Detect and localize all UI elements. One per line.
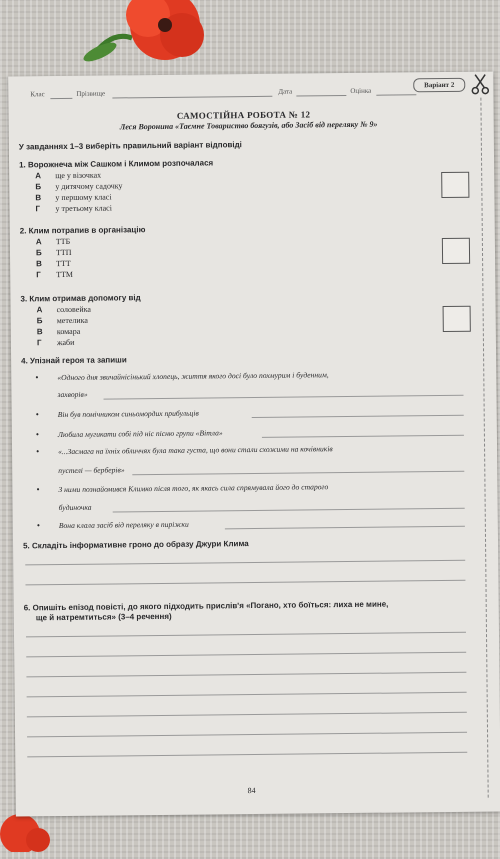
statement-5-line-2: будиночка: [58, 502, 92, 513]
answer-box-3[interactable]: [443, 306, 471, 332]
answer-line-q6-6[interactable]: [27, 732, 467, 738]
question-2: 2. Клим потрапив в організацію: [19, 225, 146, 236]
scissors-icon: [470, 74, 490, 96]
answer-line-5[interactable]: [113, 508, 465, 513]
answer-line-q5-2[interactable]: [25, 580, 465, 586]
option-2b: Б ТТП: [35, 247, 72, 258]
poppy-flower-decoration: [70, 0, 220, 75]
surname-field[interactable]: [112, 96, 272, 99]
statement-5-line-1: З ними познайомився Климко після того, як якась сила спрямувала його до старого: [58, 482, 329, 495]
page-title: САМОСТІЙНА РОБОТА № 12: [176, 109, 311, 121]
question-6-line-2: ще й натремтиться» (3–4 речення): [35, 611, 172, 623]
question-3: 3. Клим отримав допомогу від: [20, 293, 141, 304]
statement-3: Любила мугикати собі під ніс пісню групи «Вітла»: [57, 428, 223, 440]
option-1c: В у першому класі: [35, 192, 112, 203]
option-1d: Г у третьому класі: [35, 203, 112, 214]
bullet-icon: •: [35, 429, 40, 440]
date-label: Дата: [278, 87, 293, 96]
statement-4-line-1: «...Засмага на їхніх обличчях була така густа, що вони стали схожими на кочівників: [58, 444, 333, 457]
answer-box-2[interactable]: [442, 238, 470, 264]
option-3d: Г жаби: [36, 337, 75, 348]
statement-1-line-1: «Одного дня звичайнісінький хлопець, життя якого досі було похмурим і буденним,: [57, 370, 329, 383]
answer-line-q6-4[interactable]: [27, 692, 467, 698]
cut-line: [480, 98, 488, 798]
answer-line-3[interactable]: [262, 435, 464, 438]
bullet-icon: •: [35, 372, 39, 383]
bullet-icon: •: [36, 484, 40, 495]
header-fields: [30, 86, 470, 99]
question-1: 1. Ворожнеча між Сашком і Климом розпочалася: [19, 158, 214, 170]
answer-line-6[interactable]: [225, 526, 465, 530]
option-1b: Б у дитячому садочку: [35, 181, 123, 192]
answer-line-q5-1[interactable]: [25, 560, 465, 566]
page-subtitle: Леся Воронина «Таємне Товариство боягузів, або Засіб від переляку № 9»: [119, 119, 378, 132]
answer-line-q6-2[interactable]: [26, 652, 466, 658]
option-1a: А ще у візочках: [35, 170, 102, 181]
answer-box-1[interactable]: [441, 172, 469, 198]
option-2d: Г ТТМ: [36, 269, 74, 280]
answer-line-q6-5[interactable]: [27, 712, 467, 718]
option-2c: В ТТТ: [36, 258, 71, 269]
option-3c: В комара: [36, 326, 81, 337]
answer-line-q6-1[interactable]: [26, 632, 466, 638]
answer-line-4[interactable]: [132, 471, 464, 475]
bullet-icon: •: [36, 446, 40, 457]
page-number: 84: [247, 786, 256, 796]
option-3a: А соловейка: [36, 304, 91, 315]
surname-label: Прізвище: [76, 89, 106, 98]
poppy-flower-decoration-bottom: [0, 812, 60, 852]
grade-field[interactable]: [376, 94, 416, 95]
worksheet-page: [8, 71, 500, 816]
statement-2: Він був помічником синьомордих прибульців: [57, 408, 199, 420]
question-5: 5. Складіть інформативне гроно до образу Джури Клима: [23, 539, 249, 551]
bullet-icon: •: [36, 520, 41, 531]
question-6-line-1: 6. Опишіть епізод повісті, до якого підходить прислів'я «Погано, хто боїться: лиха не мине,: [23, 599, 389, 613]
answer-line-2[interactable]: [252, 415, 464, 418]
option-2a: А ТТБ: [35, 236, 71, 247]
variant-badge: Варіант 2: [413, 78, 465, 93]
answer-line-1[interactable]: [104, 395, 464, 400]
class-label: Клас: [30, 90, 45, 99]
question-4: 4. Упізнай героя та запиши: [21, 355, 127, 366]
option-3b: Б метелика: [36, 315, 88, 326]
bullet-icon: •: [35, 409, 39, 420]
statement-4-line-2: пустелі — берберів»: [58, 465, 125, 476]
statement-1-line-2: захворів»: [57, 389, 88, 400]
instructions: У завданнях 1–3 виберіть правильний варіант відповіді: [18, 140, 242, 152]
statement-6: Вона клала засіб від переляку в пиріжки: [58, 519, 189, 531]
answer-line-q6-7[interactable]: [27, 752, 467, 758]
answer-line-q6-3[interactable]: [26, 672, 466, 678]
grade-label: Оцінка: [350, 86, 372, 95]
date-field[interactable]: [296, 95, 346, 97]
class-field[interactable]: [50, 98, 72, 99]
